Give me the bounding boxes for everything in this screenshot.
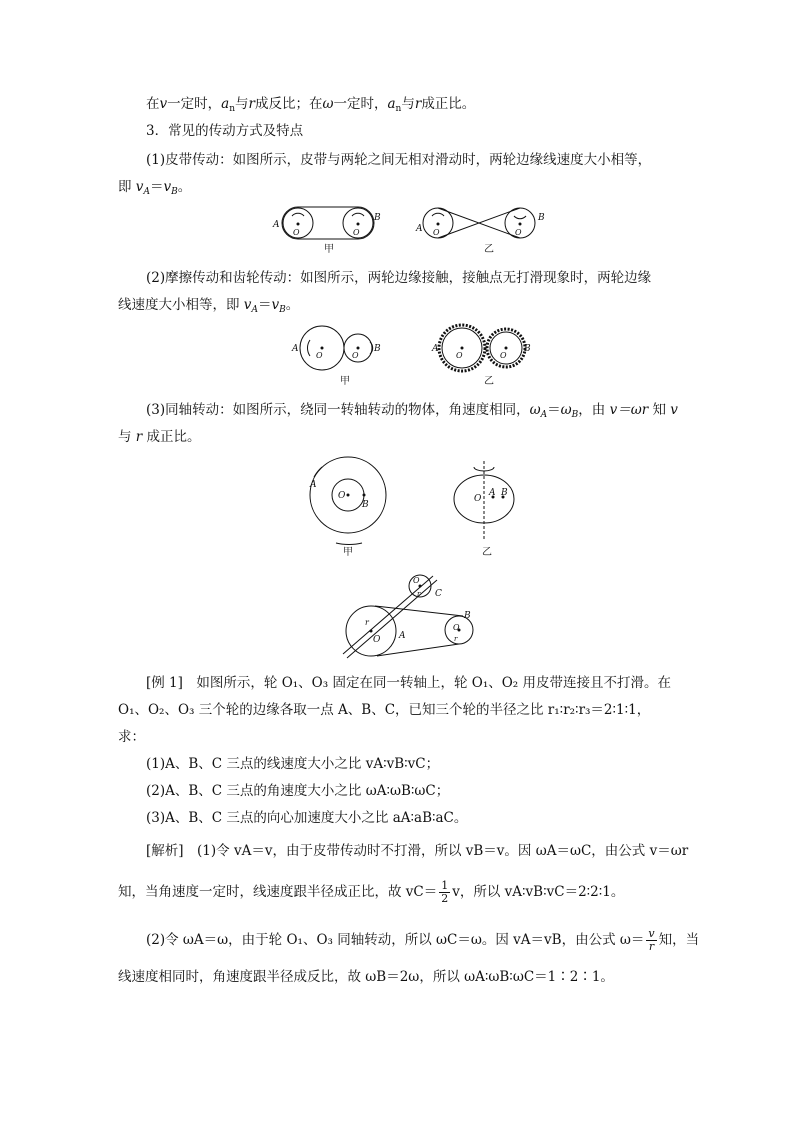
svg-text:A: A — [310, 480, 317, 490]
para-belt-1: (1)皮带传动：如图所示，皮带与两轮之间无相对滑动时，两轮边缘线速度大小相等， — [146, 152, 652, 168]
svg-text:O: O — [293, 228, 300, 237]
svg-text:乙: 乙 — [484, 376, 494, 387]
svg-text:B: B — [362, 500, 369, 510]
fraction-v-over-r: $\frac{v}{r}$ — [648, 927, 655, 953]
para-friction-1: (2)摩擦传动和齿轮传动：如图所示，两轮边缘接触，接触点无打滑现象时，两轮边缘 — [146, 270, 652, 286]
para-friction-2: 线速度大小相等，即 $v_A=v_B$。 — [118, 297, 300, 315]
figure-belt-drive — [270, 202, 570, 257]
solution-line-3: (2)令 ωA＝ω，由于轮 O₁、O₃ 同轴转动，所以 ωC＝ω。因 vA＝vB，由公式 ω＝ $\frac{v}{r}$ 知，当 — [146, 927, 700, 953]
example-line-1: [例 1] 如图所示，轮 O₁、O₃ 固定在同一转轴上，轮 O₁、O₂ 用皮带连接且不打滑。在 — [146, 675, 671, 691]
svg-text:B: B — [374, 344, 381, 354]
svg-text:甲: 甲 — [324, 244, 334, 255]
question-3: (3)A、B、C 三点的向心加速度大小之比 aA∶aB∶aC。 — [146, 810, 468, 826]
svg-text:A: A — [432, 344, 439, 354]
example-line-2: O₁、O₂、O₃ 三个轮的边缘各取一点 A、B、C，已知三个轮的半径之比 r₁∶r₂∶r₃＝2∶1∶1， — [118, 702, 651, 718]
para-belt-2: 即 $v_A=v_B$。 — [118, 179, 192, 197]
svg-text:C: C — [435, 589, 442, 599]
svg-text:O: O — [413, 576, 420, 585]
question-1: (1)A、B、C 三点的线速度大小之比 vA∶vB∶vC； — [146, 756, 440, 772]
question-2: (2)A、B、C 三点的角速度大小之比 ωA∶ωB∶ωC； — [146, 783, 450, 799]
para-coaxial-2: 与 r 成正比。 — [118, 429, 201, 445]
svg-text:甲: 甲 — [340, 376, 350, 387]
svg-text:r: r — [365, 618, 369, 627]
svg-text:O: O — [373, 635, 381, 645]
svg-text:O: O — [352, 351, 359, 360]
solution-line-4: 线速度相同时，角速度跟半径成反比，故 ωB＝2ω，所以 ωA∶ωB∶ωC＝1∶2∶1。 — [118, 969, 614, 985]
svg-text:A: A — [489, 488, 496, 498]
svg-text:O: O — [474, 494, 482, 504]
svg-text:乙: 乙 — [484, 244, 494, 255]
svg-text:A: A — [273, 220, 280, 230]
svg-text:A: A — [416, 224, 423, 234]
svg-text:A: A — [399, 631, 406, 641]
figure-three-wheels — [335, 566, 485, 666]
svg-text:O: O — [316, 351, 323, 360]
svg-text:O: O — [338, 491, 346, 501]
svg-text:乙: 乙 — [482, 547, 492, 558]
fraction-one-half: $\frac{1}{2}$ — [441, 879, 449, 905]
figure-friction-gear — [290, 318, 550, 388]
svg-text:B: B — [524, 344, 531, 354]
solution-line-2: 知，当角速度一定时，线速度跟半径成正比，故 vC＝ $\frac{1}{2}$ v，所以 vA∶vB∶vC＝2∶2∶1。 — [118, 879, 625, 905]
svg-text:O: O — [433, 228, 440, 237]
svg-text:B: B — [538, 213, 545, 223]
svg-text:B: B — [501, 488, 508, 498]
svg-text:r: r — [454, 635, 458, 643]
para-accel-relation: 在v一定时，$a_n$与r成反比；在ω一定时，$a_n$与r成正比。 — [146, 96, 476, 114]
solution-line-1: [解析] (1)令 vA＝v，由于皮带传动时不打滑，所以 vB＝v。因 ωA＝ωC，由公式 v＝ωr — [146, 843, 689, 859]
svg-text:甲: 甲 — [343, 547, 353, 558]
svg-text:O: O — [456, 351, 463, 360]
svg-text:O: O — [515, 228, 522, 237]
svg-text:A: A — [292, 344, 299, 354]
para-coaxial-1: (3)同轴转动：如图所示，绕同一转轴转动的物体，角速度相同，$\omega_A=\omega_B$，由 v＝ωr 知 v — [146, 402, 678, 420]
svg-text:B: B — [464, 611, 471, 621]
figure-coaxial — [300, 455, 530, 560]
svg-text:B: B — [374, 213, 381, 223]
svg-text:O: O — [500, 351, 507, 360]
section-heading: 3．常见的传动方式及特点 — [146, 123, 304, 139]
svg-text:O: O — [453, 623, 460, 632]
example-line-3: 求： — [118, 729, 145, 745]
svg-text:O: O — [353, 228, 360, 237]
svg-text:r: r — [417, 590, 421, 598]
